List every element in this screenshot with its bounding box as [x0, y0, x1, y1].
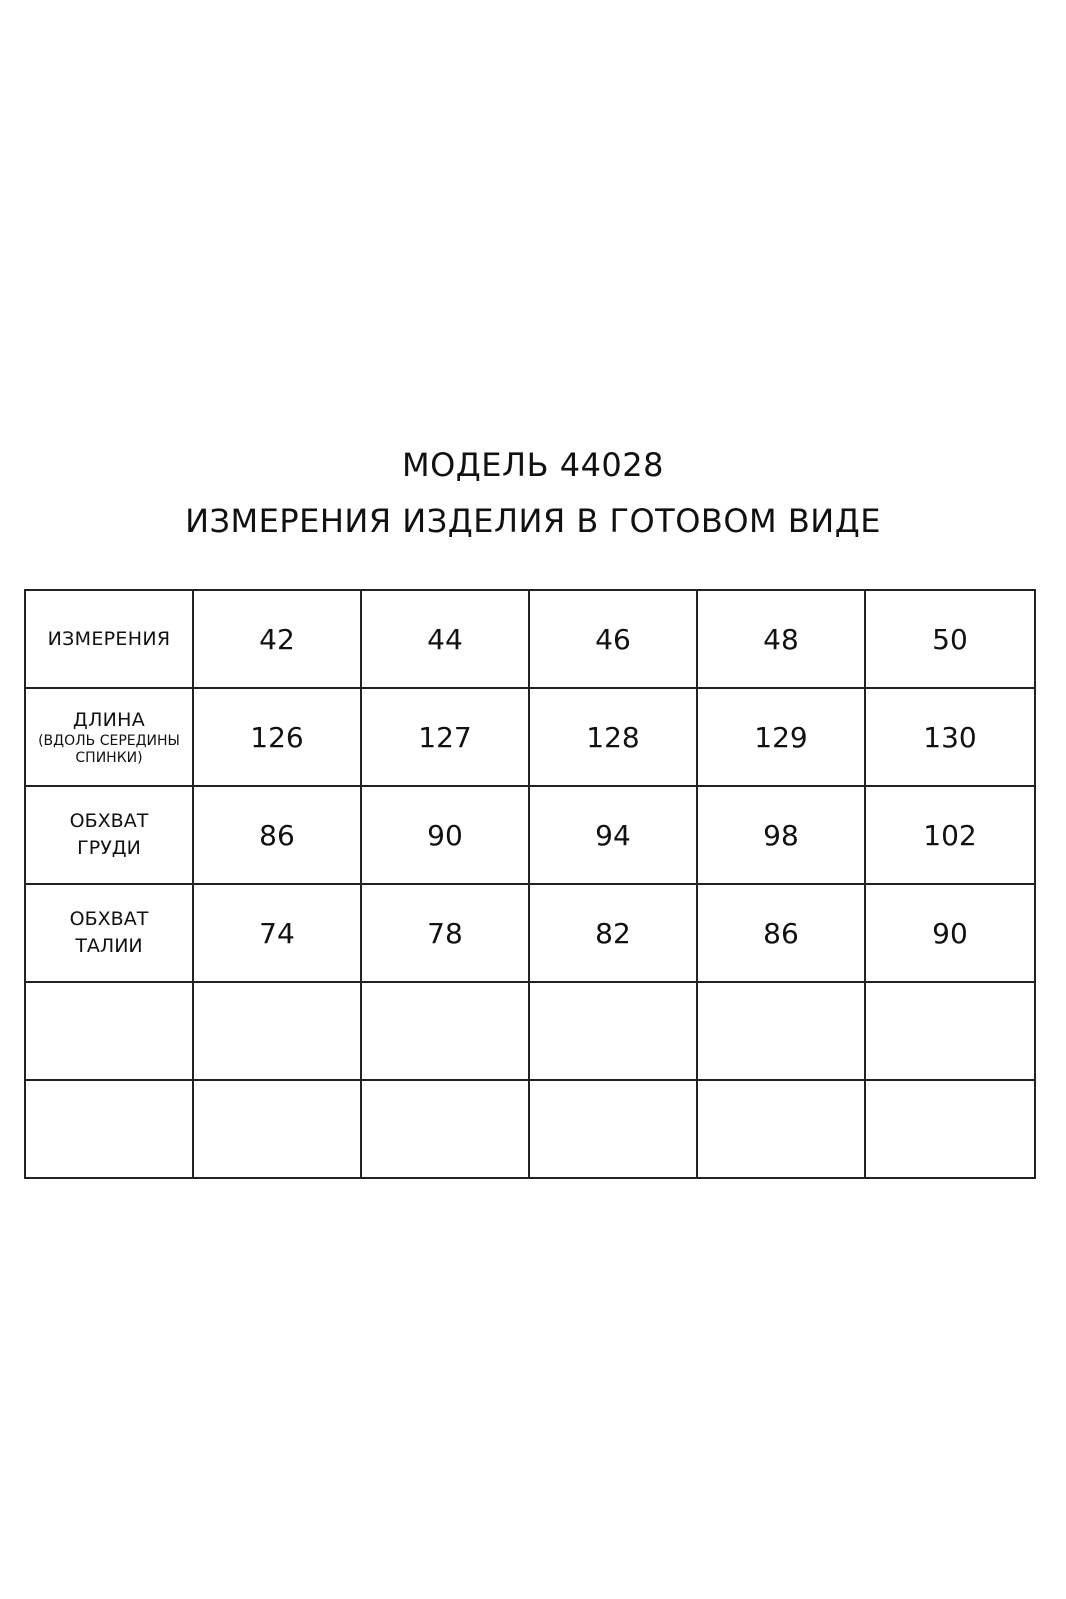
empty-cell: [25, 1080, 193, 1178]
table-cell: [865, 786, 1035, 884]
table-cell: [697, 884, 865, 982]
row-label-cell: [25, 884, 193, 982]
table-cell: [697, 786, 865, 884]
table-cell: [697, 688, 865, 786]
size-cell: [697, 590, 865, 688]
table-cell: [529, 688, 697, 786]
cell-value: 129: [754, 720, 808, 754]
size-value: 42: [259, 622, 295, 656]
table-header-row: [25, 590, 1035, 688]
empty-cell: [697, 982, 865, 1080]
size-value: 46: [595, 622, 631, 656]
cell-value: 74: [259, 916, 295, 950]
table-cell: [361, 884, 529, 982]
cell-value: 78: [427, 916, 463, 950]
table-cell: [361, 688, 529, 786]
empty-cell: [361, 982, 529, 1080]
table-cell: [529, 884, 697, 982]
row-label: ТАЛИИ: [75, 935, 143, 957]
cell-value: 98: [763, 818, 799, 852]
table-row-empty: [25, 1080, 1035, 1178]
row-label-cell: [25, 786, 193, 884]
empty-cell: [865, 1080, 1035, 1178]
empty-cell: [529, 1080, 697, 1178]
cell-value: 102: [923, 818, 977, 852]
cell-value: 128: [586, 720, 640, 754]
empty-cell: [697, 1080, 865, 1178]
cell-value: 86: [259, 818, 295, 852]
size-cell: [529, 590, 697, 688]
table-cell: [193, 688, 361, 786]
size-cell: [193, 590, 361, 688]
row-label-note: (ВДОЛЬ СЕРЕДИНЫ: [38, 733, 180, 749]
empty-cell: [529, 982, 697, 1080]
size-cell: [865, 590, 1035, 688]
table-cell: [361, 786, 529, 884]
table-row: [25, 688, 1035, 786]
empty-cell: [361, 1080, 529, 1178]
cell-value: 90: [932, 916, 968, 950]
row-label: ОБХВАТ: [69, 810, 149, 832]
row-label-note: СПИНКИ): [75, 750, 143, 766]
table-cell: [865, 884, 1035, 982]
row-label: ОБХВАТ: [69, 908, 149, 930]
table-cell: [529, 786, 697, 884]
cell-value: 126: [250, 720, 304, 754]
empty-cell: [25, 982, 193, 1080]
cell-value: 94: [595, 818, 631, 852]
size-value: 50: [932, 622, 968, 656]
row-label-cell: [25, 688, 193, 786]
row-label: ДЛИНА: [72, 709, 146, 731]
table-row: [25, 884, 1035, 982]
table-row-empty: [25, 982, 1035, 1080]
table-cell: [193, 786, 361, 884]
table-cell: [193, 884, 361, 982]
size-cell: [361, 590, 529, 688]
header-label: ИЗМЕРЕНИЯ: [47, 628, 171, 650]
cell-value: 127: [418, 720, 472, 754]
size-value: 44: [427, 622, 463, 656]
size-value: 48: [763, 622, 799, 656]
page-subtitle: ИЗМЕРЕНИЯ ИЗДЕЛИЯ В ГОТОВОМ ВИДЕ: [185, 502, 881, 540]
empty-cell: [193, 982, 361, 1080]
cell-value: 90: [427, 818, 463, 852]
size-chart-table: [24, 589, 1036, 1179]
empty-cell: [865, 982, 1035, 1080]
table-cell: [865, 688, 1035, 786]
row-label: ГРУДИ: [77, 837, 141, 859]
header-label-cell: [25, 590, 193, 688]
table-row: [25, 786, 1035, 884]
empty-cell: [193, 1080, 361, 1178]
model-title: МОДЕЛЬ 44028: [402, 446, 664, 484]
cell-value: 82: [595, 916, 631, 950]
cell-value: 130: [923, 720, 977, 754]
cell-value: 86: [763, 916, 799, 950]
